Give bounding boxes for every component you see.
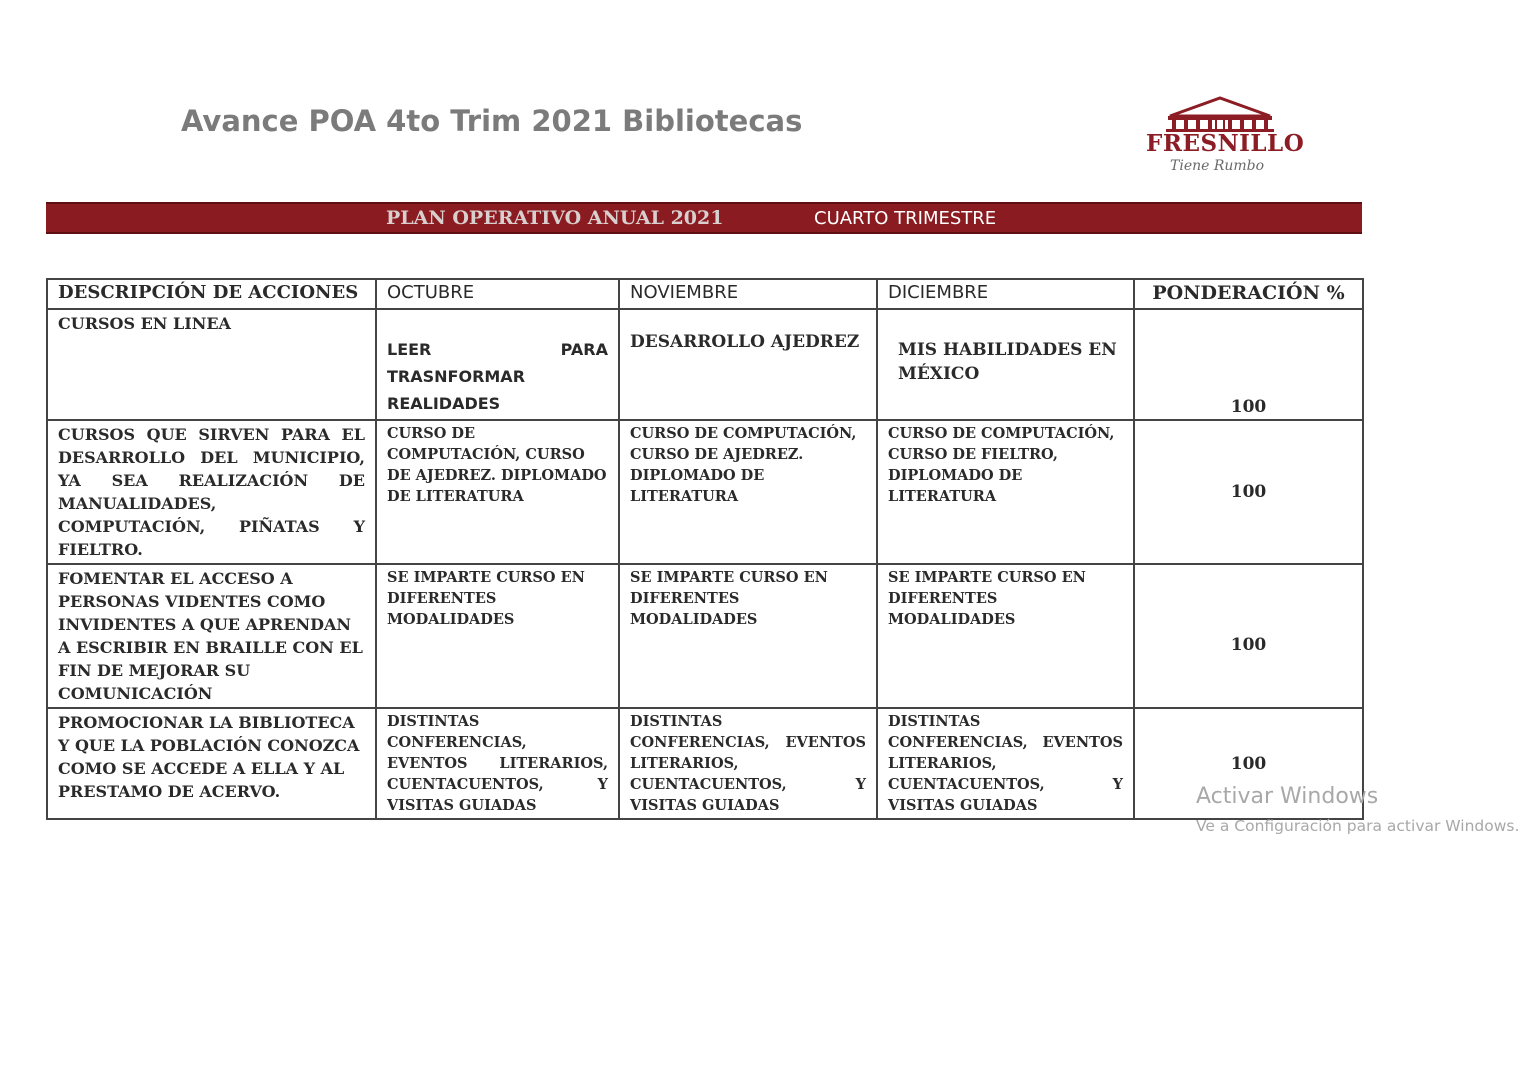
row-october: LEER PARA TRASNFORMAR REALIDADES — [376, 309, 619, 420]
header-november: NOVIEMBRE — [619, 279, 877, 309]
row-description: CURSOS EN LINEA — [47, 309, 376, 420]
logo-wordmark: FRESNILLO — [1146, 130, 1305, 157]
row-weighting: 100 — [1134, 564, 1363, 708]
row-october: SE IMPARTE CURSO EN DIFERENTES MODALIDADES — [376, 564, 619, 708]
row-december: MIS HABILIDADES EN MÉXICO — [877, 309, 1134, 420]
row-november: DESARROLLO AJEDREZ — [619, 309, 877, 420]
header-december: DICIEMBRE — [877, 279, 1134, 309]
row-november: DISTINTAS CONFERENCIAS, EVENTOS LITERARIOS, CUENTACUENTOS, Y VISITAS GUIADAS — [619, 708, 877, 819]
activation-watermark — [1196, 784, 1519, 835]
row-november: SE IMPARTE CURSO EN DIFERENTES MODALIDADES — [619, 564, 877, 708]
document-title: Avance POA 4to Trim 2021 Bibliotecas — [181, 104, 803, 138]
fresnillo-logo — [1140, 92, 1308, 184]
watermark-subtitle: Ve a Configuración para activar Windows. — [1196, 817, 1519, 835]
row-weighting: 100 — [1134, 309, 1363, 420]
row-november: CURSO DE COMPUTACIÓN, CURSO DE AJEDREZ. DIPLOMADO DE LITERATURA — [619, 420, 877, 564]
plan-banner — [46, 202, 1362, 234]
banner-period: CUARTO TRIMESTRE — [814, 208, 997, 229]
row-description: CURSOS QUE SIRVEN PARA EL DESARROLLO DEL MUNICIPIO, YA SEA REALIZACIÓN DE MANUALIDADES, COMPUTACIÓN, PIÑATAS Y FIELTRO. — [47, 420, 376, 564]
row-description: PROMOCIONAR LA BIBLIOTECA Y QUE LA POBLACIÓN CONOZCA COMO SE ACCEDE A ELLA Y AL PRESTAMO DE ACERVO. — [47, 708, 376, 819]
row-weighting: 100 — [1134, 420, 1363, 564]
header-description: DESCRIPCIÓN DE ACCIONES — [47, 279, 376, 309]
table-header-row — [47, 279, 1363, 309]
logo-tagline: Tiene Rumbo — [1170, 158, 1265, 174]
row-december: DISTINTAS CONFERENCIAS, EVENTOS LITERARIOS, CUENTACUENTOS, Y VISITAS GUIADAS — [877, 708, 1134, 819]
row-october: CURSO DE COMPUTACIÓN, CURSO DE AJEDREZ. DIPLOMADO DE LITERATURA — [376, 420, 619, 564]
row-december: SE IMPARTE CURSO EN DIFERENTES MODALIDADES — [877, 564, 1134, 708]
banner-plan-title: PLAN OPERATIVO ANUAL 2021 — [386, 207, 724, 229]
watermark-title: Activar Windows — [1196, 784, 1379, 809]
table-row — [47, 309, 1363, 420]
header-weighting: PONDERACIÓN % — [1134, 279, 1363, 309]
table-row — [47, 420, 1363, 564]
row-december: CURSO DE COMPUTACIÓN, CURSO DE FIELTRO, DIPLOMADO DE LITERATURA — [877, 420, 1134, 564]
row-description: FOMENTAR EL ACCESO A PERSONAS VIDENTES COMO INVIDENTES A QUE APRENDAN A ESCRIBIR EN BRAILLE CON EL FIN DE MEJORAR SU COMUNICACIÓN — [47, 564, 376, 708]
row-weighting: 100 — [1134, 708, 1363, 819]
building-icon — [1140, 92, 1308, 132]
table-row — [47, 564, 1363, 708]
table-row — [47, 708, 1363, 819]
header-october: OCTUBRE — [376, 279, 619, 309]
row-october: DISTINTAS CONFERENCIAS, EVENTOS LITERARIOS, CUENTACUENTOS, Y VISITAS GUIADAS — [376, 708, 619, 819]
poa-table — [46, 278, 1364, 820]
